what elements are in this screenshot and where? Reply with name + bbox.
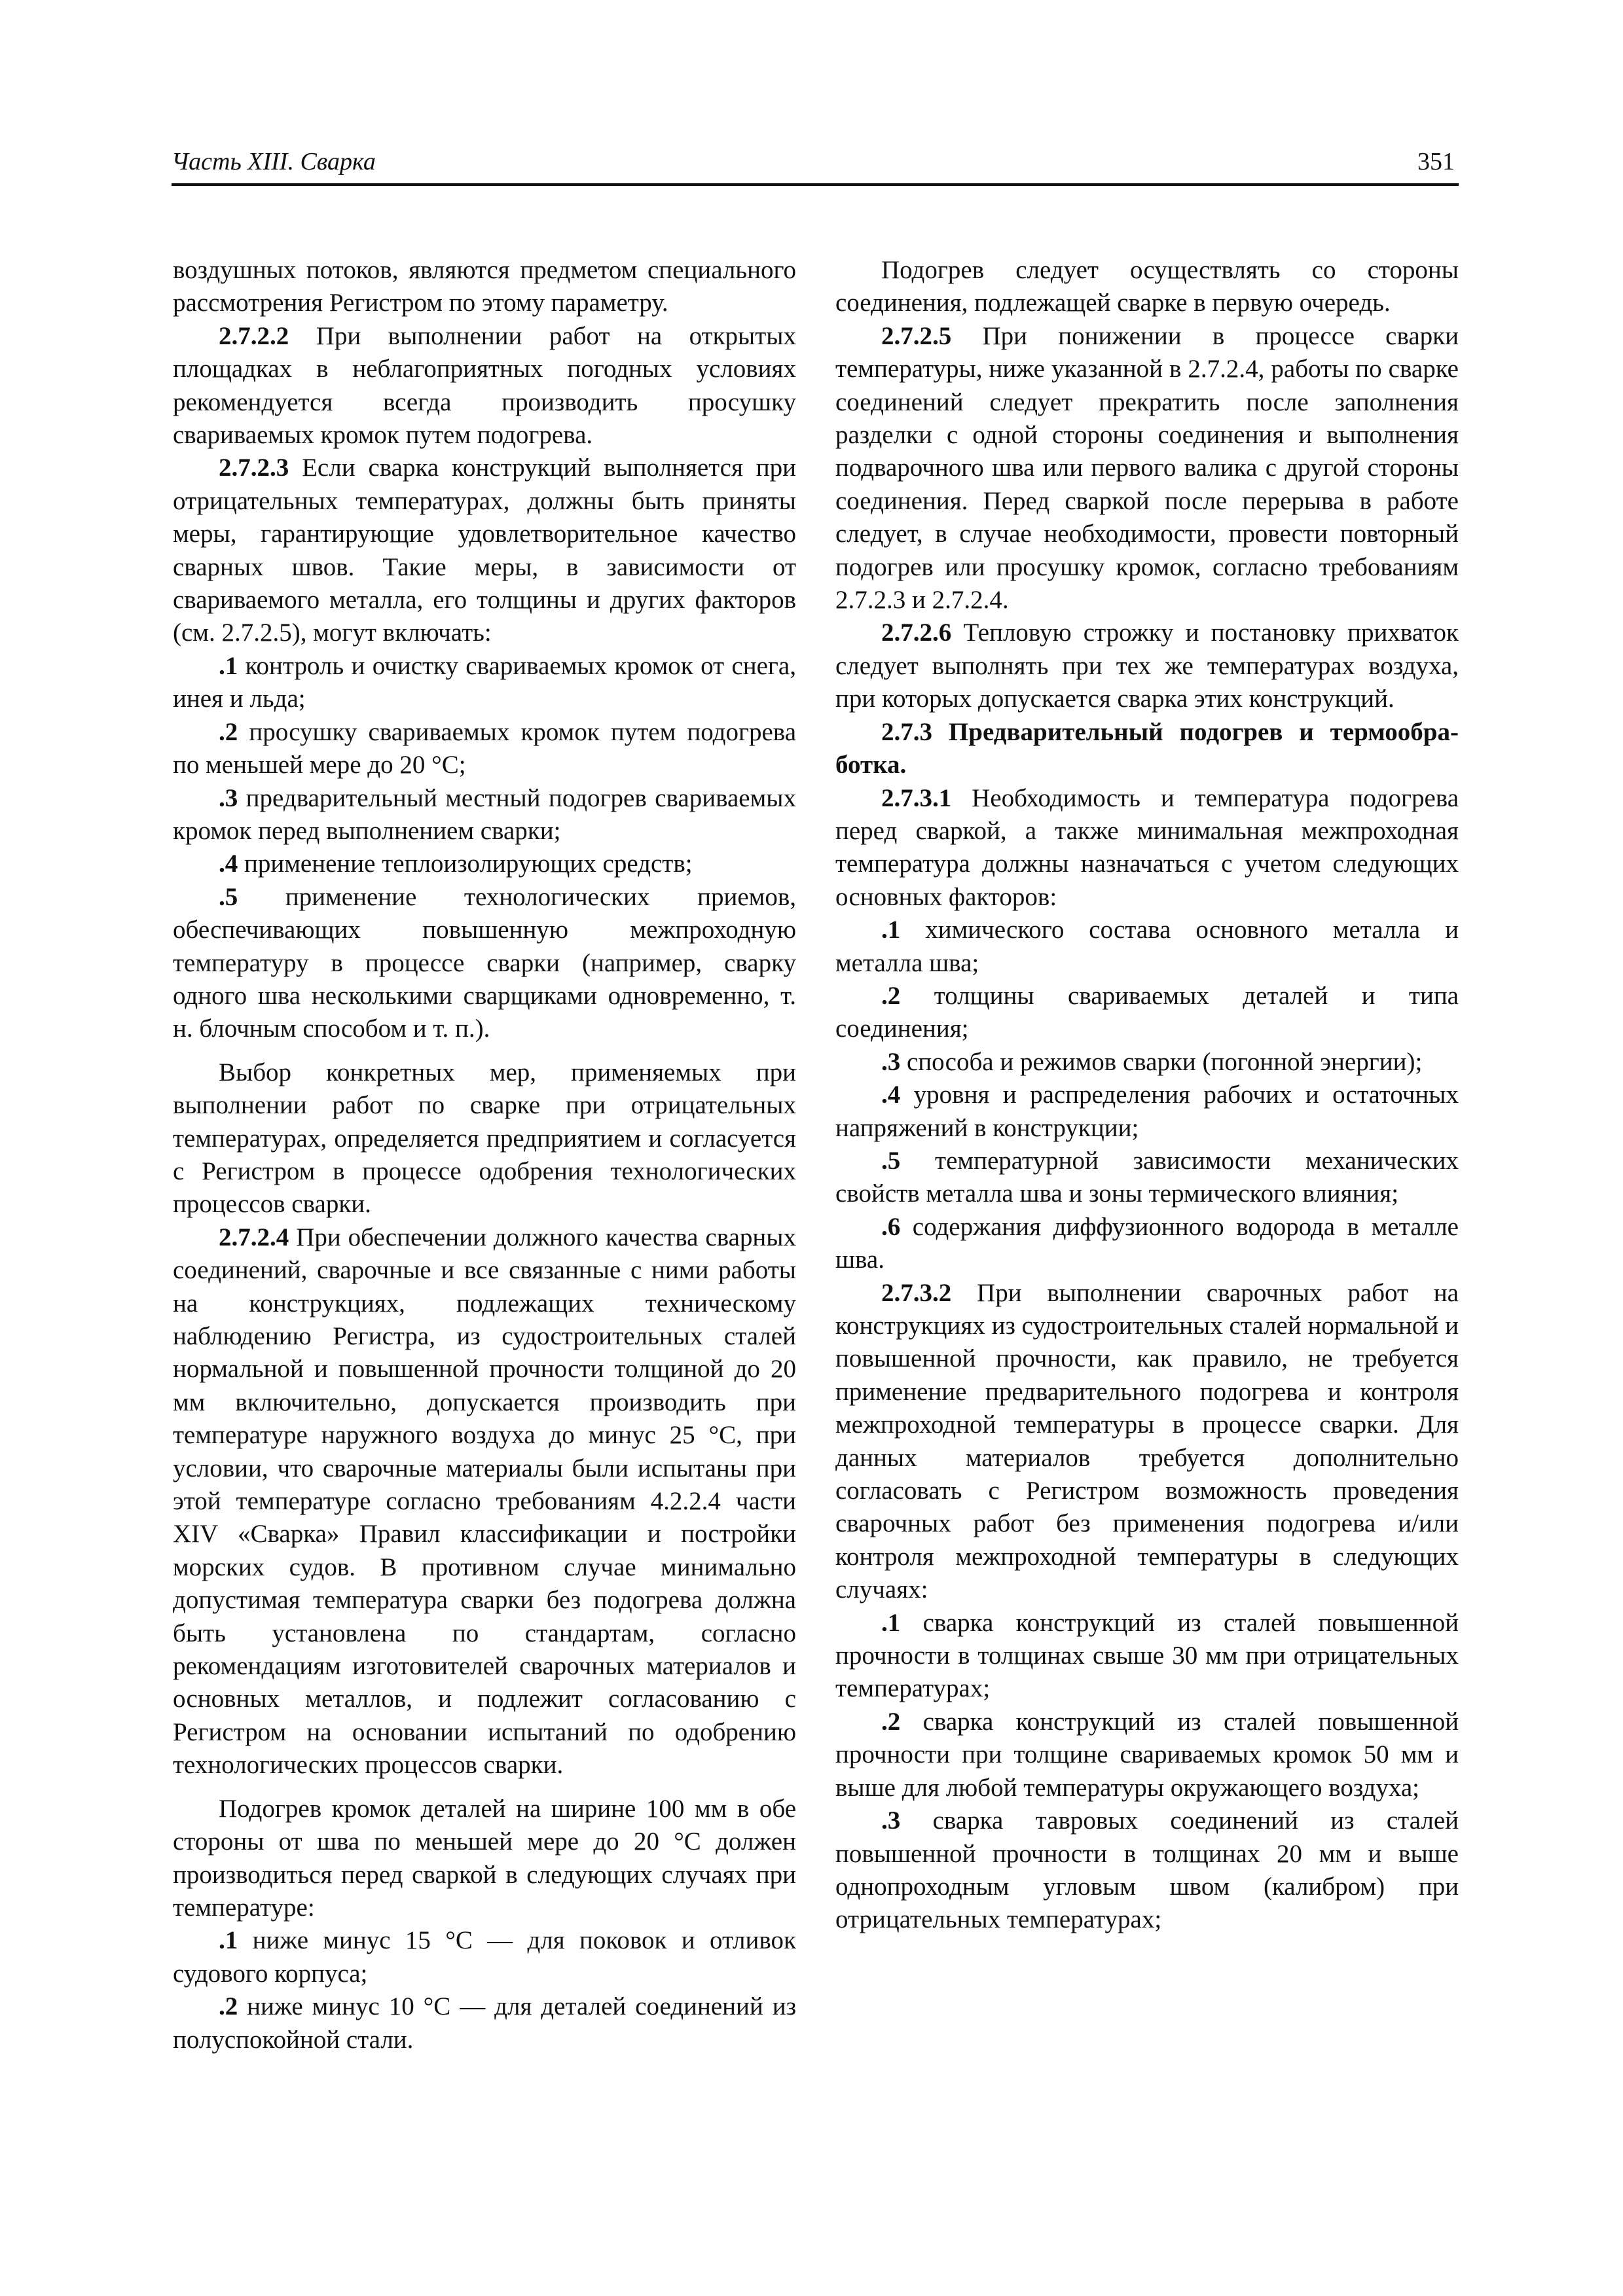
item-text: предварительный местный подогрев свариваемых кромок перед выполнением сварки; — [173, 783, 796, 845]
item-text: химического состава основного металла и металла шва; — [835, 916, 1459, 977]
list-item — [835, 1804, 1459, 1937]
item-text: применение технологических приемов, обеспечивающих повышенную межпроходную температуру в процессе сварки (например, сварку одного шва несколькими сварщиками одновременно, т. н. блочным способом и т. п.). — [173, 882, 796, 1043]
clause-number: 2.7.2.6 — [881, 619, 952, 647]
item-text: контроль и очистку свариваемых кромок от снега, инея и льда; — [173, 651, 796, 713]
paragraph-text: Подогрев кромок деталей на ширине 100 мм в обе стороны от шва по меньшей мере до 20 °С должен производиться перед сваркой в следующих случаях при температуре: — [173, 1794, 796, 1922]
item-text: способа и режимов сварки (погонной энергии); — [900, 1047, 1423, 1076]
item-number: .1 — [881, 1608, 901, 1637]
list-item — [835, 1607, 1459, 1706]
item-text: ниже минус 10 °С — для деталей соединений из полуспокойной стали. — [173, 1992, 796, 2054]
clause-number: 2.7.2.4 — [219, 1223, 289, 1251]
list-item — [835, 1046, 1459, 1079]
list-item — [173, 848, 796, 880]
clause-2-7-3-2 — [835, 1277, 1459, 1607]
paragraph-text: Выбор конкретных мер, применяемых при выполнении работ по сварке при отрицательных температурах, определяется предприятием и согласуется с Регистром в процессе одобрения технологических процессов сварки. — [173, 1058, 796, 1219]
item-text: сварка тавровых соединений из сталей повышенной прочности в толщинах 20 мм и выше однопроходным угловым швом (калибром) при отрицательных температурах; — [835, 1806, 1459, 1934]
clause-number: 2.7.2.5 — [881, 321, 952, 350]
running-header — [172, 143, 1459, 186]
list-item — [173, 716, 796, 782]
clause-text: Тепловую строжку и постановку прихваток следует выполнять при тех же температурах воздуха, при которых допускается сварка этих конструкций. — [835, 619, 1459, 713]
item-number: .2 — [881, 981, 901, 1010]
list-item — [835, 1079, 1459, 1145]
list-item — [835, 914, 1459, 980]
item-number: .5 — [881, 1146, 901, 1175]
item-number: .5 — [219, 882, 238, 911]
clause-text: Необходимость и температура подогрева перед сваркой, а также минимальная межпроходная температура должны назначаться с учетом следующих основных факторов: — [835, 783, 1459, 911]
item-text: ниже минус 15 °С — для поковок и отливок судового корпуса; — [173, 1926, 796, 1988]
item-number: .3 — [881, 1806, 901, 1835]
clause-text: При выполнении сварочных работ на конструкциях из судостроительных сталей нормальной и повышенной прочности, как правило, не требуется применение предварительного подогрева и контроля межпроходной температуры в процессе сварки. Для данных материалов требуется дополнительно согласовать с Регистром возможность проведения сварочных работ без применения подогрева и/или контроля межпроходной температуры в следующих случаях: — [835, 1278, 1459, 1604]
item-number: .3 — [881, 1047, 901, 1076]
paragraph — [173, 1056, 796, 1221]
item-text: сварка конструкций из сталей повышенной прочности в толщинах свыше 30 мм при отрицательных температурах; — [835, 1608, 1459, 1703]
list-item — [835, 1145, 1459, 1211]
clause-2-7-2-5 — [835, 320, 1459, 617]
header-title: Часть XIII. Сварка — [172, 148, 376, 175]
section-heading-2-7-3 — [835, 716, 1459, 782]
clause-number: 2.7.3.2 — [881, 1278, 952, 1307]
clause-number: 2.7.3.1 — [881, 783, 952, 812]
paragraph-text: Подогрев следует осуществлять со стороны соединения, подлежащей сварке в первую очередь. — [835, 256, 1459, 317]
item-number: .2 — [219, 717, 238, 746]
item-number: .2 — [219, 1992, 238, 2021]
clause-2-7-2-2 — [173, 320, 796, 452]
page-number: 351 — [1417, 148, 1455, 175]
item-number: .1 — [219, 1926, 238, 1955]
item-text: просушку свариваемых кромок путем подогрева по меньшей мере до 20 °С; — [173, 717, 796, 780]
item-text: уровня и распределения рабочих и остаточных напряжений в конструкции; — [835, 1081, 1459, 1142]
item-number: .1 — [881, 916, 901, 944]
item-number: .4 — [881, 1081, 901, 1109]
clause-number: 2.7.2.2 — [219, 321, 289, 350]
item-number: .2 — [881, 1707, 901, 1736]
item-number: .6 — [881, 1212, 901, 1241]
list-item — [835, 980, 1459, 1046]
clause-2-7-2-4 — [173, 1221, 796, 1782]
clause-number: 2.7.3 — [881, 717, 932, 746]
list-item — [835, 1211, 1459, 1277]
item-number: .4 — [219, 850, 238, 878]
list-item — [173, 782, 796, 848]
list-item — [173, 1990, 796, 2056]
clause-text: При выполнении работ на открытых площадках в неблагоприятных погодных условиях рекомендуется всегда производить просушку свариваемых кромок путем подогрева. — [173, 321, 796, 450]
paragraph-text: воздушных потоков, являются предметом специального рассмотрения Регистром по этому параметру. — [173, 256, 796, 317]
list-item — [173, 650, 796, 716]
item-text: толщины свариваемых деталей и типа соединения; — [835, 981, 1459, 1043]
item-text: применение теплоизолирующих средств; — [238, 850, 693, 878]
item-text: содержания диффузионного водорода в металле шва. — [835, 1212, 1459, 1274]
clause-2-7-3-1 — [835, 782, 1459, 914]
list-item — [173, 1924, 796, 1990]
clause-2-7-2-3 — [173, 452, 796, 649]
clause-2-7-2-6 — [835, 617, 1459, 715]
item-text: температурной зависимости механических свойств металла шва и зоны термического влияния; — [835, 1146, 1459, 1208]
item-number: .3 — [219, 783, 238, 812]
item-text: сварка конструкций из сталей повышенной прочности при толщине свариваемых кромок 50 мм и выше для любой температуры окружающего воздуха; — [835, 1707, 1459, 1802]
clause-number: 2.7.2.3 — [219, 454, 289, 482]
left-column — [173, 254, 796, 2056]
paragraph — [173, 1793, 796, 1925]
list-item — [173, 881, 796, 1046]
right-column — [835, 254, 1459, 1937]
item-number: .1 — [219, 651, 238, 680]
paragraph — [835, 254, 1459, 320]
clause-text: При обеспечении должного качества сварных соединений, сварочные и все связанные с ними работы на конструкциях, подлежащих техническому наблюдению Регистра, из судостроительных сталей нормальной и повышенной прочности толщиной до 20 мм включительно, допускается производить при температуре наружного воздуха до минус 25 °С, при условии, что сварочные материалы были испытаны при этой температуре согласно требованиям 4.2.2.4 части XIV «Сварка» Правил классификации и постройки морских судов. В противном случае минимально допустимая температура сварки без подогрева должна быть установлена по стандартам, согласно рекомендациям изготовителей сварочных материалов и основных металлов, и подлежит согласованию с Регистром на основании испытаний по одобрению технологических процессов сварки. — [173, 1223, 796, 1780]
list-item — [835, 1706, 1459, 1804]
clause-text: Если сварка конструкций выполняется при отрицательных температурах, должны быть приняты меры, гарантирующие удовлетворительное качество сварных швов. Такие меры, в зависимости от свариваемого металла, его толщины и других факторов (см. 2.7.2.5), могут включать: — [173, 454, 796, 647]
clause-text: При понижении в процессе сварки температуры, ниже указанной в 2.7.2.4, работы по сварке соединений следует прекратить после заполнения разделки с одной стороны соединения и выполнения подварочного шва или первого валика с другой стороны соединения. Перед сваркой после перерыва в работе следует, в случае необходимости, провести повторный подогрев или просушку кромок, согласно требованиям 2.7.2.3 и 2.7.2.4. — [835, 321, 1459, 615]
paragraph — [173, 254, 796, 320]
section-heading-text: Предварительный подогрев и термообработка. — [835, 717, 1459, 780]
